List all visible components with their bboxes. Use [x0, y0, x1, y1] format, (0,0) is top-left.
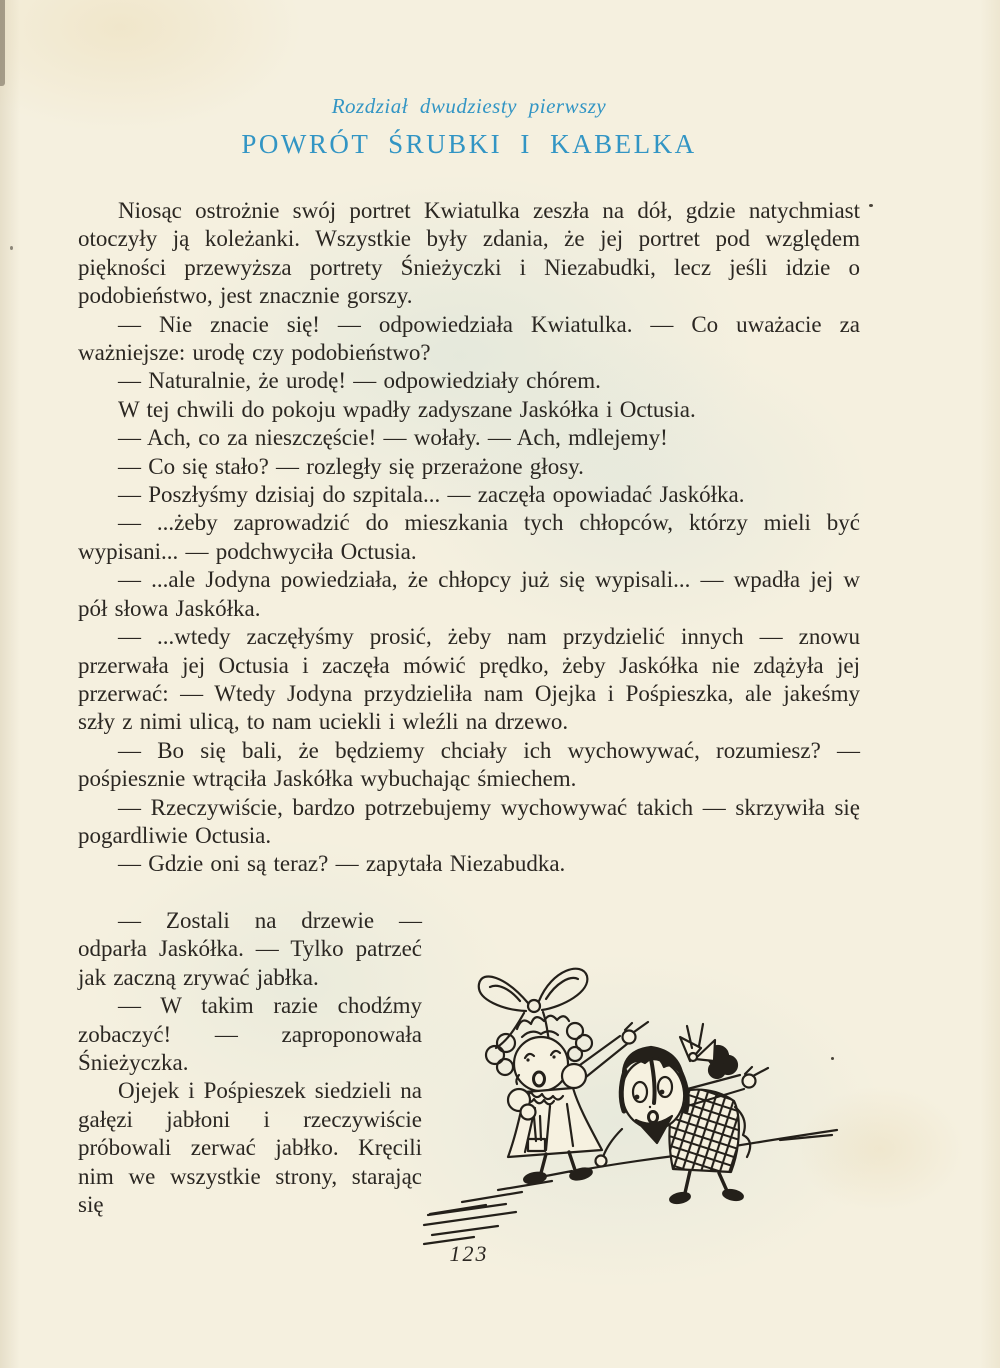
scan-edge-notch — [0, 0, 5, 86]
paragraph: — Co się stało? — rozległy się przerażone głosy. — [118, 453, 584, 479]
paragraph: — Zostali na drzewie — odparła Jaskółka. — Tylko patrzeć jak zaczną zrywać jabłka. — [78, 908, 422, 990]
paragraph: — Rzeczywiście, bardzo potrzebujemy wychowywać takich — skrzywiła się pogardliwie Octusia. — [78, 794, 860, 848]
two-girls-pointing-drawing — [422, 909, 984, 1254]
paragraph: Niosąc ostrożnie swój portret Kwiatulka zeszła na dół, gdzie natychmiast otoczyły ją koleżanki. Wszystkie były zdania, że jej portret pod względem piękności przewyższa portrety Śnieżyczki i Niezabudki, lecz jeśli idzie o podobieństwo, jest znacznie gorszy. — [78, 198, 860, 309]
ink-speck — [831, 1057, 834, 1060]
paragraph: W tej chwili do pokoju wpadły zadyszane Jaskółka i Octusia. — [118, 396, 696, 422]
paragraph: — Naturalnie, że urodę! — odpowiedziały chórem. — [118, 368, 601, 394]
paragraph: Ojejek i Pośpieszek siedzieli na gałęzi jabłoni i rzeczywiście próbowali zerwać jabłko. Kręcili nim we wszystkie strony, starając się — [78, 1078, 422, 1218]
page-number: 123 — [449, 1241, 489, 1266]
paragraph: — ...wtedy zaczęłyśmy prosić, żeby nam przydzielić innych — znowu przerwała jej Octusia i zaczęła mówić prędko, żeby Jaskółka nie zdążyła jej przerwać: — Wtedy Jodyna przydzieliła nam Ojejka i Pośpieszka, ale jakeśmy szły z nimi ulicą, to nam uciekli i wleźli na drzewo. — [78, 624, 860, 735]
chapter-title: POWRÓT ŚRUBKI I KABELKA — [241, 129, 697, 159]
paragraph: — Ach, co za nieszczęście! — wołały. — Ach, mdlejemy! — [118, 425, 668, 451]
illustration-two-girls-pointing — [422, 907, 860, 1254]
paragraph: — W takim razie chodźmy zobaczyć! — zaproponowała Śnieżyczka. — [78, 993, 422, 1076]
ground-lines — [424, 1130, 837, 1244]
body-text — [78, 197, 860, 1254]
paragraph: — ...ale Jodyna powiedziała, że chłopcy już się wypisali... — wpadła jej w pół słowa Jaskółka. — [78, 567, 860, 621]
ink-speck — [10, 246, 13, 250]
paragraph: — Nie znacie się! — odpowiedziała Kwiatulka. — Co uważacie za ważniejsze: urodę czy podobieństwo? — [78, 311, 860, 366]
paragraph: — Poszłyśmy dzisiaj do szpitala... — zaczęła opowiadać Jaskółka. — [118, 482, 745, 508]
ink-speck — [869, 204, 873, 207]
paragraph: — Gdzie oni są teraz? — zapytała Niezabudka. — [118, 851, 566, 877]
girl-right — [596, 1024, 769, 1205]
upper-paragraphs — [78, 197, 860, 907]
chapter-label: Rozdział dwudziesty pierwszy — [331, 94, 607, 118]
paragraph: — Bo się bali, że będziemy chciały ich wychowywać, rozumiesz? — pośpiesznie wtrąciła Jaskółka wybuchając śmiechem. — [78, 737, 860, 792]
chapter-header — [78, 0, 860, 200]
paragraph: — ...żeby zaprowadzić do mieszkania tych chłopców, którzy mieli być wypisani... — podchwyciła Octusia. — [78, 510, 860, 564]
